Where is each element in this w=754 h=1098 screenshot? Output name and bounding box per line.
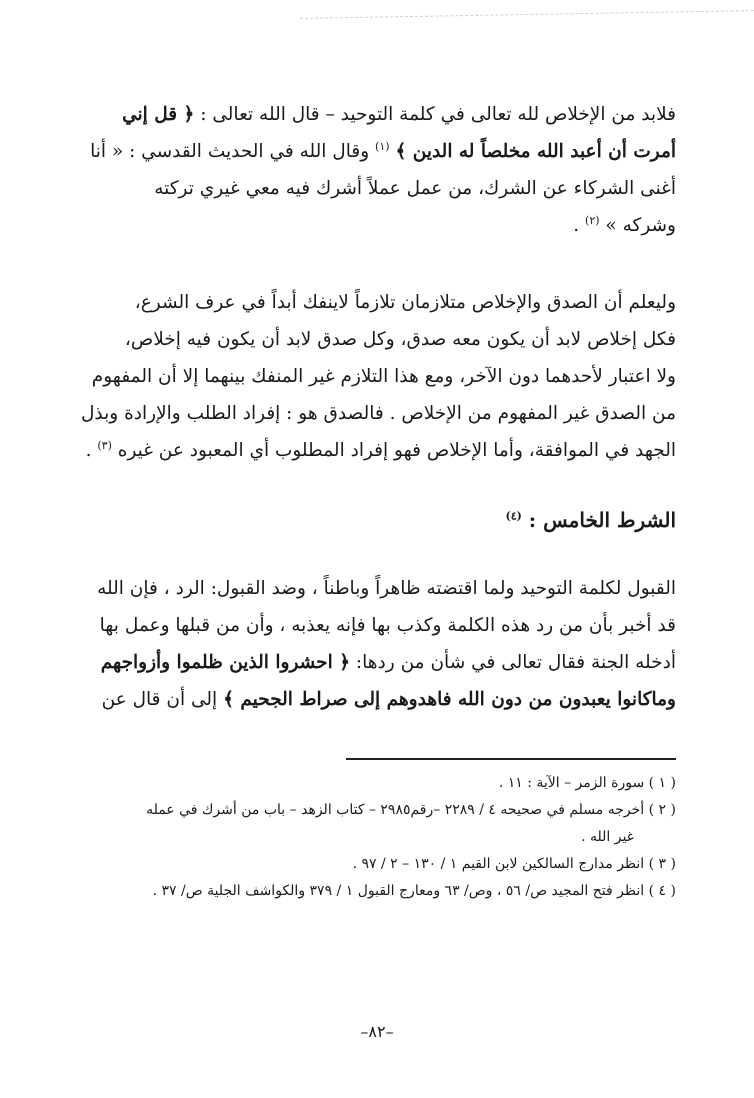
- paragraph-2: [76, 284, 676, 469]
- quran-verse: ﴿ احشروا الذين ظلموا وأزواجهم: [100, 652, 351, 673]
- paragraph-1-line-4: [76, 207, 676, 244]
- text-span: .: [573, 215, 580, 236]
- footnote-ref: (٢): [585, 213, 600, 227]
- scan-edge-mark: [300, 10, 754, 37]
- footnote-3: ( ٣ ) انظر مدارج السالكين لابن القيم ١ / ١٣٠ – ٢ / ٩٧ .: [352, 856, 676, 872]
- paragraph-2-line-5: [76, 432, 676, 469]
- quran-verse: أمرت أن أعبد الله مخلصاً له الدين ﴾: [395, 141, 676, 162]
- quran-verse: ﴿ قل إني: [122, 104, 195, 125]
- footnote-separator: [346, 758, 676, 760]
- paragraph-2-line-1: وليعلم أن الصدق والإخلاص متلازمان تلازماً لاينفك أبداً في عرف الشرع،: [134, 292, 676, 313]
- footnote-ref: (١): [375, 139, 390, 153]
- paragraph-3-line-1: القبول لكلمة التوحيد ولما اقتضته ظاهراً وباطناً ، وضد القبول: الرد ، فإن الله: [97, 578, 676, 599]
- page-number: –٨٢–: [360, 1022, 394, 1041]
- text-span: .: [85, 440, 92, 461]
- paragraph-2-line-3: ولا اعتبار لأحدهما دون الآخر، ومع هذا التلازم غير المنفك بينهما إلا أن المفهوم: [91, 366, 676, 387]
- paragraph-3-line-2: قد أخبر بأن من رد هذه الكلمة وكذب بها فإنه يعذبه ، وأن من قبلها وعمل بها: [99, 615, 676, 636]
- paragraph-1-line-3: أغنى الشركاء عن الشرك، من عمل عملاً أشرك فيه معي غيري تركته: [154, 178, 676, 199]
- heading-text: الشرط الخامس :: [528, 508, 676, 532]
- paragraph-3-line-4: [76, 681, 676, 718]
- text-span: وشركه »: [605, 215, 676, 236]
- text-span: إلى أن قال عن: [101, 689, 218, 710]
- footnote-2-continuation: غير الله .: [581, 829, 634, 845]
- footnote-ref: (٤): [505, 509, 522, 523]
- text-span: وقال الله في الحديث القدسي : « أنا: [90, 141, 370, 162]
- paragraph-1-line-2: [76, 133, 676, 170]
- paragraph-2-line-2: فكل إخلاص لابد أن يكون معه صدق، وكل صدق لابد أن يكون فيه إخلاص،: [124, 329, 676, 350]
- paragraph-1: [76, 96, 676, 244]
- footnote-ref: (٣): [97, 438, 112, 452]
- section-heading: [505, 508, 676, 532]
- footnote-2: ( ٢ ) أخرجه مسلم في صحيحه ٤ / ٢٢٨٩ –رقم٢٩٨٥ – كتاب الزهد – باب من أشرك في عمله: [146, 802, 676, 818]
- text-span: فلابد من الإخلاص لله تعالى في كلمة التوحيد – قال الله تعالى :: [200, 104, 676, 125]
- text-span: أدخله الجنة فقال تعالى في شأن من ردها:: [355, 652, 676, 673]
- paragraph-3: [76, 570, 676, 718]
- quran-verse: وماكانوا يعبدون من دون الله فاهدوهم إلى صراط الجحيم ﴾: [223, 689, 676, 710]
- text-span: الجهد في الموافقة، وأما الإخلاص فهو إفراد المطلوب أي المعبود عن غيره: [117, 440, 676, 461]
- footnote-4: ( ٤ ) انظر فتح المجيد ص/ ٥٦ ، وص/ ٦٣ ومعارج القبول ١ / ٣٧٩ والكواشف الجلية ص/ ٣٧ .: [152, 883, 676, 899]
- footnotes: [76, 770, 676, 905]
- paragraph-3-line-3: [76, 644, 676, 681]
- footnote-1: ( ١ ) سورة الزمر – الآية : ١١ .: [498, 775, 676, 791]
- paragraph-1-line-1: [76, 96, 676, 133]
- paragraph-2-line-4: من الصدق غير المفهوم من الإخلاص . فالصدق هو : إفراد الطلب والإرادة وبذل: [80, 403, 676, 424]
